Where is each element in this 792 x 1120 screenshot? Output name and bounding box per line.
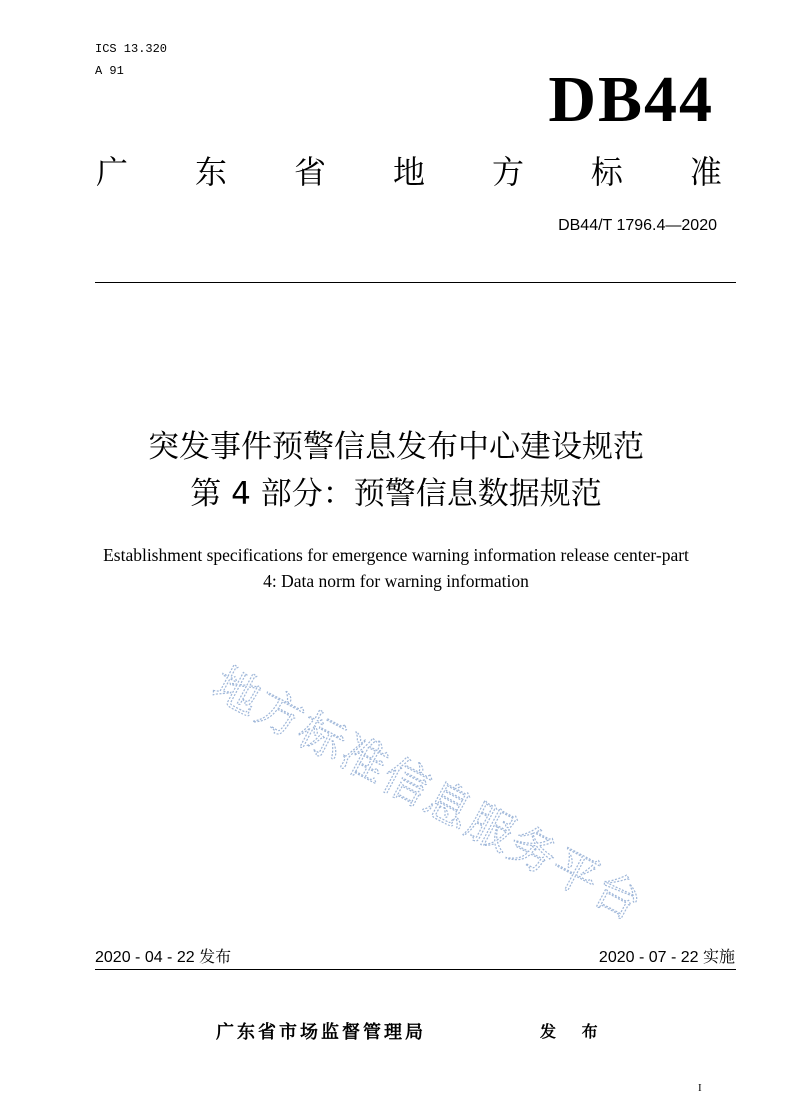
watermark-char: 地 [204, 656, 271, 726]
watermark-char: 平 [542, 838, 609, 908]
watermark-char: 准 [331, 724, 398, 794]
standard-number: DB44/T 1796.4—2020 [558, 217, 717, 234]
header-divider [95, 282, 736, 283]
standard-kind-char: 准 [689, 153, 722, 191]
standard-kind-char: 省 [293, 153, 326, 191]
standard-kind-char: 方 [491, 153, 524, 191]
publish-date: 2020 - 04 - 22 发布 [95, 949, 232, 966]
db44-logo: DB44 [548, 63, 714, 136]
watermark-char: 服 [457, 792, 524, 863]
english-title-line1: Establishment specifications for emergence warning information release center-part [103, 545, 689, 565]
classification-code: A 91 [95, 64, 124, 78]
watermark-char: 方 [246, 679, 313, 749]
date-divider [95, 969, 736, 970]
standard-kind-char: 东 [194, 153, 227, 191]
watermark-char: 标 [288, 701, 355, 772]
issuing-authority: 广东省市场监督管理局 [216, 1022, 426, 1043]
document-title: 突发事件预警信息发布中心建设规范 [148, 429, 644, 465]
english-title-line2: 4: Data norm for warning information [263, 571, 529, 591]
ics-code: ICS 13.320 [95, 42, 168, 56]
standard-kind-char: 标 [590, 153, 623, 191]
document-subtitle: 第 4 部分：预警信息数据规范 [190, 476, 602, 512]
watermark [204, 655, 651, 931]
release-label: 发 布 [540, 1022, 608, 1041]
watermark-char: 息 [415, 770, 482, 840]
standard-kind-char: 地 [392, 153, 425, 191]
standard-kind-char: 广 [96, 153, 129, 191]
watermark-char: 务 [500, 815, 567, 885]
watermark-text [205, 656, 651, 930]
page-number: I [698, 1082, 702, 1094]
implement-date: 2020 - 07 - 22 实施 [598, 949, 735, 966]
standard-kind-heading [96, 150, 722, 194]
watermark-char: 台 [584, 861, 651, 931]
watermark-char: 信 [373, 747, 440, 817]
